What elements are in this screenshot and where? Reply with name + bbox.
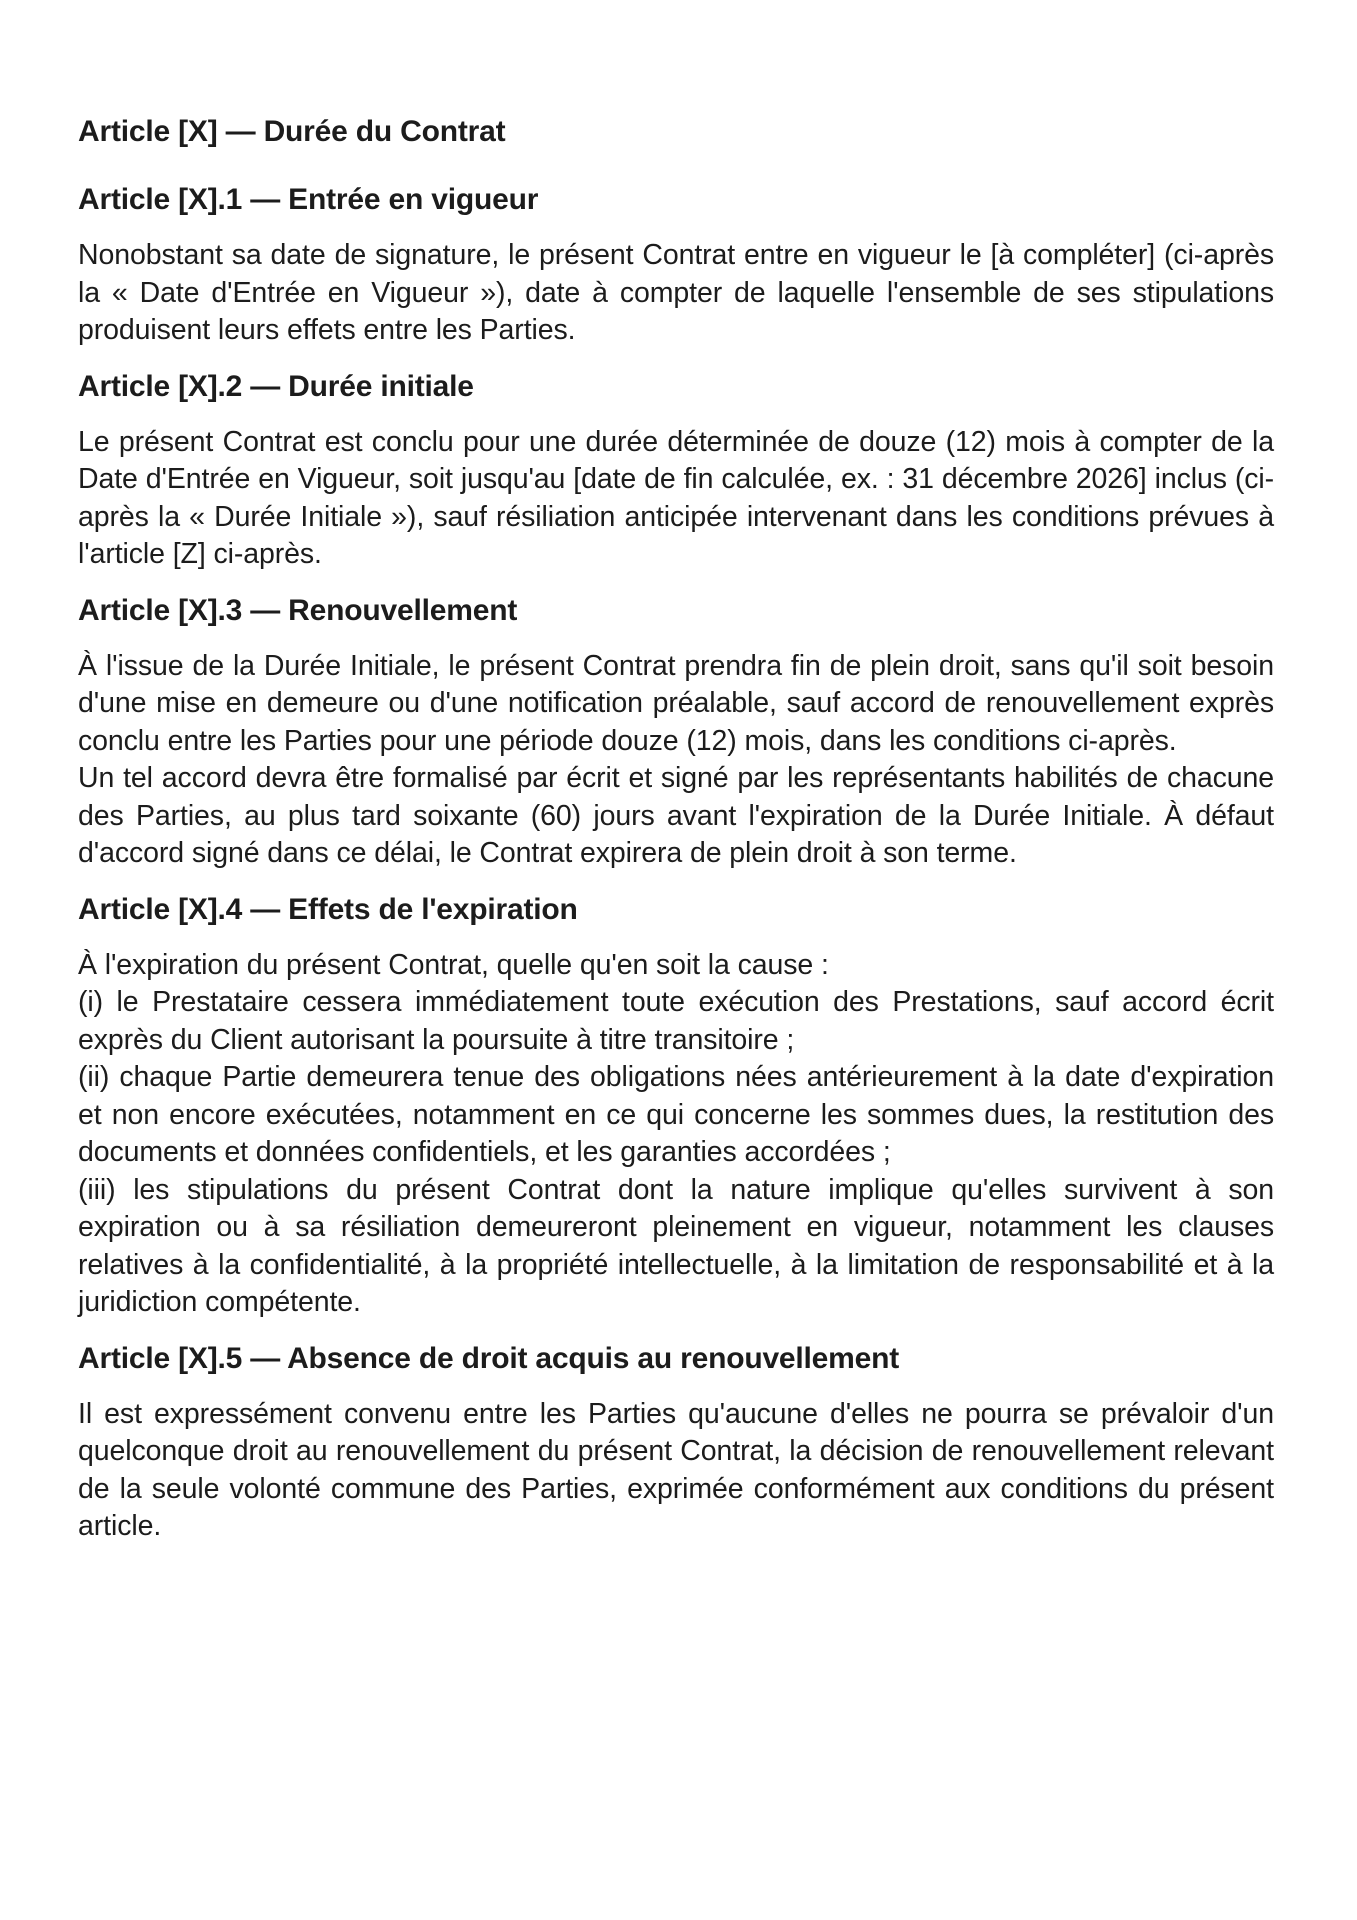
section-paragraph: Un tel accord devra être formalisé par écrit et signé par les représentants habilités de chacune des Parties, au plus tard soixante (60) jours avant l'expiration de la Durée Initiale. À défaut d'accord signé dans ce délai, le Contrat expirera de plein droit à son terme.	[78, 762, 1274, 869]
section-renouvellement	[78, 591, 1274, 873]
section-paragraph-block	[78, 947, 1274, 1322]
section-paragraph: Le présent Contrat est conclu pour une durée déterminée de douze (12) mois à compter de la Date d'Entrée en Vigueur, soit jusqu'au [date de fin calculée, ex. : 31 décembre 2026] inclus (ci-après la « Durée Initiale »), sauf résiliation anticipée intervenant dans les conditions prévues à l'article [Z] ci-après.	[78, 425, 1274, 570]
section-heading: Article [X].2 — Durée initiale	[78, 369, 474, 403]
section-paragraph: À l'expiration du présent Contrat, quelle qu'en soit la cause :	[78, 948, 829, 981]
list-item: (ii) chaque Partie demeurera tenue des obligations nées antérieurement à la date d'expiration et non encore exécutées, notamment en ce qui concerne les sommes dues, la restitution des documents et données confidentiels, et les garanties accordées ;	[78, 1061, 1274, 1168]
section-heading: Article [X].1 — Entrée en vigueur	[78, 183, 539, 216]
section-paragraph-block	[78, 648, 1274, 873]
section-heading: Article [X].5 — Absence de droit acquis au renouvellement	[78, 1341, 900, 1375]
section-absence-droit-renouvellement	[78, 1339, 1274, 1546]
list-item: (i) le Prestataire cessera immédiatement toute exécution des Prestations, sauf accord écrit exprès du Client autorisant la poursuite à titre transitoire ;	[78, 986, 1274, 1056]
section-heading: Article [X].4 — Effets de l'expiration	[78, 892, 578, 926]
section-paragraph: Nonobstant sa date de signature, le présent Contrat entre en vigueur le [à compléter] (ci-après la « Date d'Entrée en Vigueur »), date à compter de laquelle l'ensemble de ses stipulations produisent leurs effets entre les Parties.	[78, 239, 1274, 346]
document-page	[78, 112, 1274, 1563]
section-entree-en-vigueur	[78, 180, 1274, 350]
section-duree-initiale	[78, 367, 1274, 574]
list-item: (iii) les stipulations du présent Contrat dont la nature implique qu'elles survivent à son expiration ou à sa résiliation demeureront pleinement en vigueur, notamment les clauses relatives à la confidentialité, à la propriété intellectuelle, à la limitation de responsabilité et à la juridiction compétente.	[78, 1173, 1274, 1318]
section-paragraph: À l'issue de la Durée Initiale, le présent Contrat prendra fin de plein droit, sans qu'il soit besoin d'une mise en demeure ou d'une notification préalable, sauf accord de renouvellement exprès conclu entre les Parties pour une période douze (12) mois, dans les conditions ci-après.	[78, 649, 1274, 757]
section-paragraph: Il est expressément convenu entre les Parties qu'aucune d'elles ne pourra se prévaloir d'un quelconque droit au renouvellement du présent Contrat, la décision de renouvellement relevant de la seule volonté commune des Parties, exprimée conformément aux conditions du présent article.	[78, 1397, 1274, 1542]
section-heading: Article [X].3 — Renouvellement	[78, 593, 518, 627]
section-effets-expiration	[78, 890, 1274, 1322]
document-title: Article [X] — Durée du Contrat	[78, 115, 506, 148]
